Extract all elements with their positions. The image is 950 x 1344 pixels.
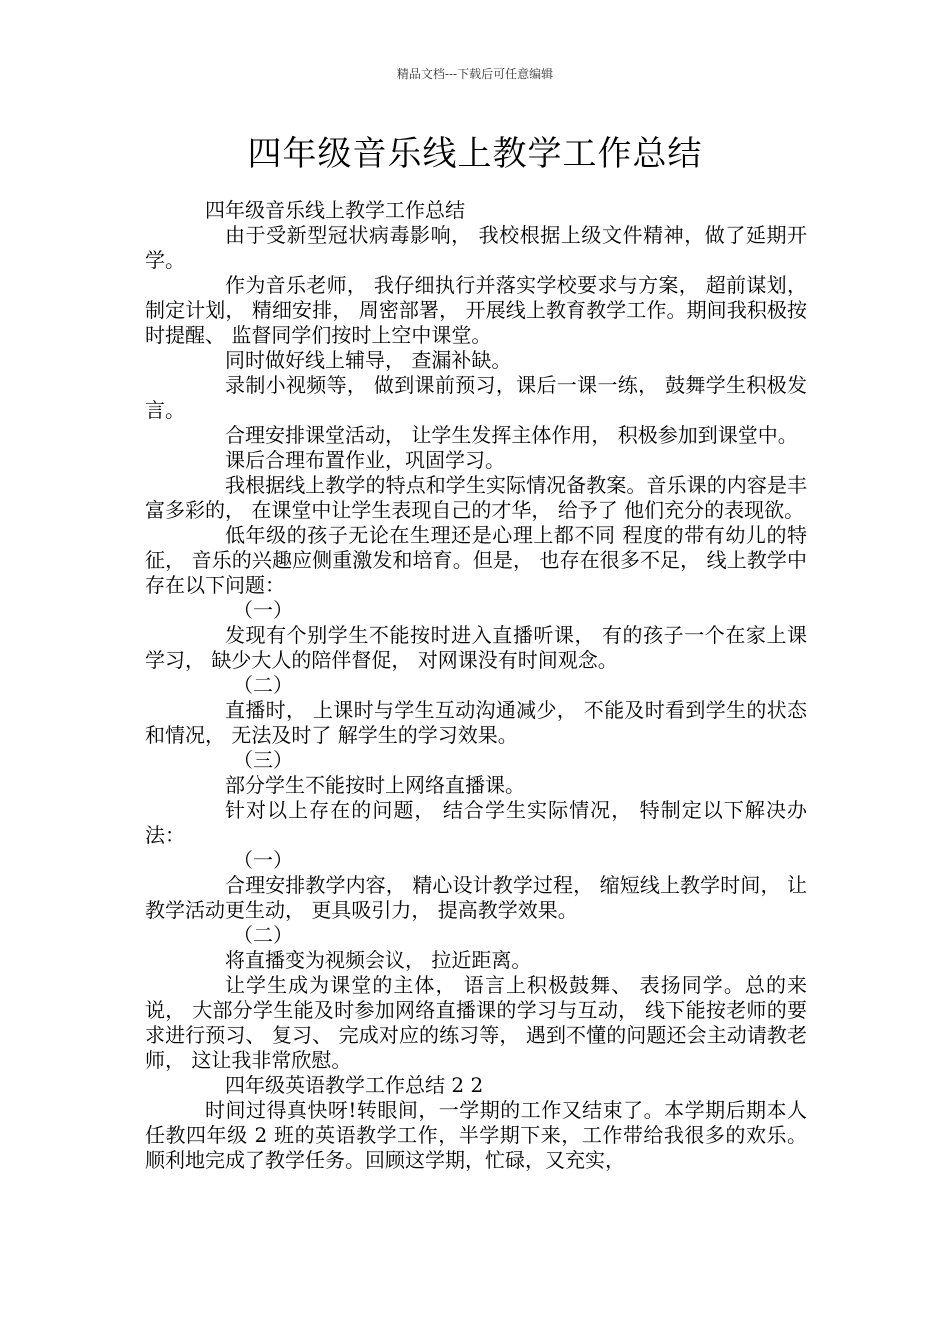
document-title: 四年级音乐线上教学工作总结 <box>247 134 703 174</box>
paragraph: 四年级音乐线上教学工作总结 <box>205 198 465 222</box>
section-number: （三） <box>233 748 293 772</box>
paragraph: 低年级的孩子无论在生理还是心理上都不同 程度的带有幼儿的特征， 音乐的兴趣应侧重激发和培育。但是， 也存在很多不足， 线上教学中存在以下问题： <box>145 523 807 597</box>
section-number: （二） <box>233 673 293 697</box>
paragraph: 四年级英语教学工作总结 2 2 <box>225 1073 484 1097</box>
paragraph: 时间过得真快呀!转眼间，一学期的工作又结束了。本学期后期本人任教四年级 2 班的英语教学工作，半学期下来，工作带给我很多的欢乐。顺利地完成了教学任务。回顾这学期，忙碌，又充实， <box>145 1098 807 1172</box>
section-number: （一） <box>233 848 293 872</box>
paragraph: 我根据线上教学的特点和学生实际情况备教案。音乐课的内容是丰富多彩的， 在课堂中让学生表现自己的才华， 给予了 他们充分的表现欲。 <box>145 473 807 522</box>
page-header: 精品文档---下载后可任意编辑 <box>396 67 554 81</box>
paragraph: 同时做好线上辅导， 查漏补缺。 <box>225 348 512 372</box>
paragraph: 发现有个别学生不能按时进入直播听课， 有的孩子一个在家上课学习， 缺少大人的陪伴督促， 对网课没有时间观念。 <box>145 623 807 672</box>
document-body <box>145 198 807 1173</box>
paragraph: 针对以上存在的问题， 结合学生实际情况， 特制定以下解决办法： <box>145 798 807 847</box>
paragraph: 合理安排课堂活动， 让学生发挥主体作用， 积极参加到课堂中。 <box>225 423 798 447</box>
paragraph: 部分学生不能按时上网络直播课。 <box>225 773 525 797</box>
paragraph: 将直播变为视频会议， 拉近距离。 <box>225 948 532 972</box>
section-number: （二） <box>233 923 293 947</box>
paragraph: 作为音乐老师， 我仔细执行并落实学校要求与方案， 超前谋划， 制定计划， 精细安排， 周密部署， 开展线上教育教学工作。期间我积极按时提醒、 监督同学们按时上空中课堂。 <box>145 273 807 347</box>
paragraph: 直播时， 上课时与学生互动沟通减少， 不能及时看到学生的状态和情况， 无法及时了 解学生的学习效果。 <box>145 698 807 747</box>
paragraph: 课后合理布置作业，巩固学习。 <box>225 448 505 472</box>
section-number: （一） <box>233 598 293 622</box>
paragraph: 合理安排教学内容， 精心设计教学过程， 缩短线上教学时间， 让教学活动更生动， 更具吸引力， 提高教学效果。 <box>145 873 807 922</box>
paragraph: 录制小视频等， 做到课前预习，课后一课一练， 鼓舞学生积极发言。 <box>145 373 807 422</box>
paragraph: 由于受新型冠状病毒影响， 我校根据上级文件精神，做了延期开学。 <box>145 223 807 272</box>
paragraph: 让学生成为课堂的主体， 语言上积极鼓舞、 表扬同学。总的来说， 大部分学生能及时参加网络直播课的学习与互动， 线下能按老师的要求进行预习、 复习、 完成对应的练习等， 遇到不懂的问题还会主动请教老师， 这让我非常欣慰。 <box>145 973 807 1072</box>
